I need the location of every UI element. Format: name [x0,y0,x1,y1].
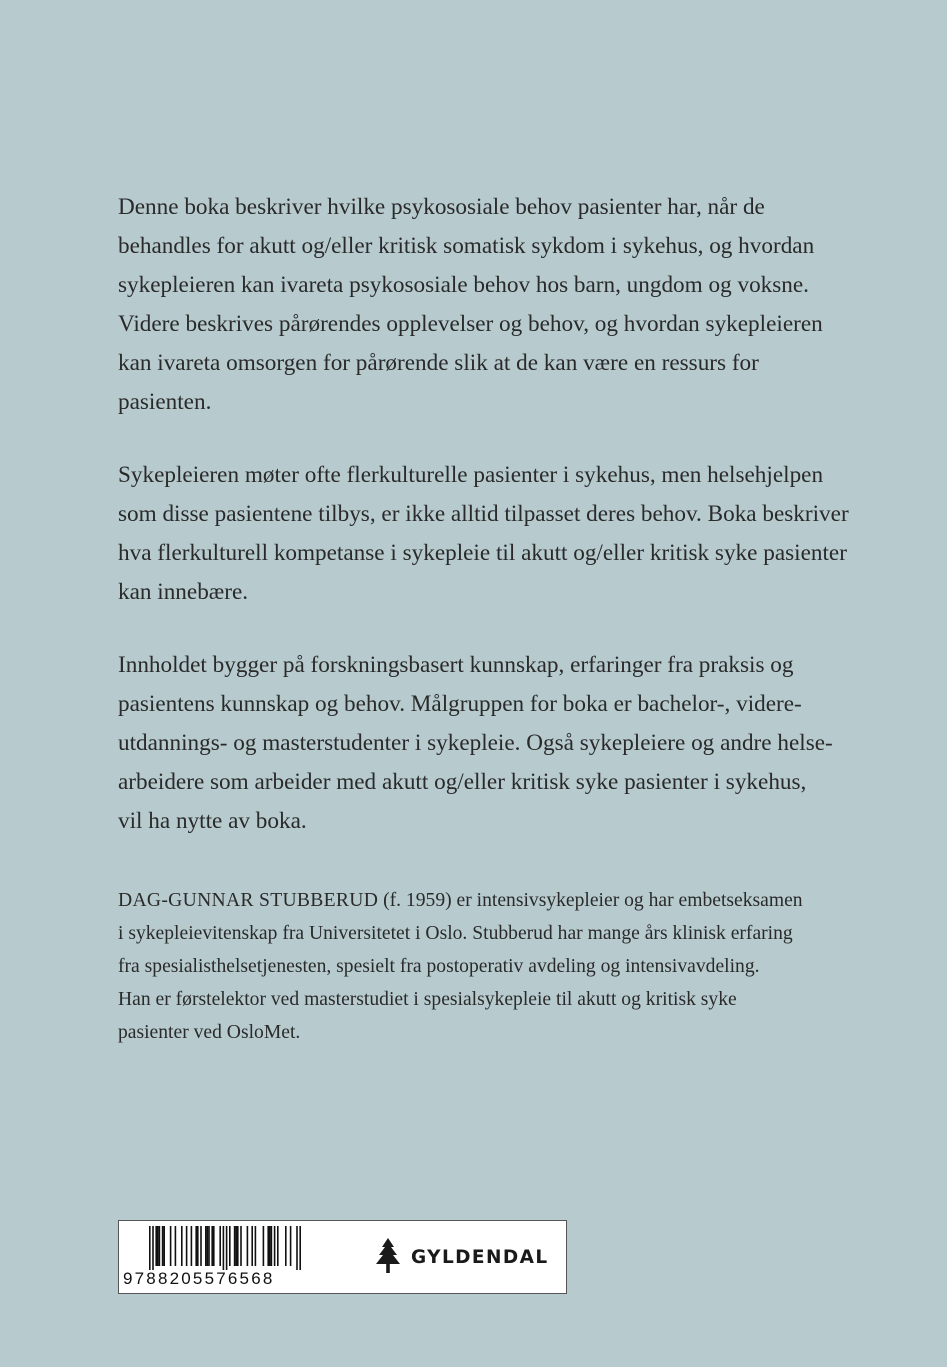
barcode-bar [155,1226,157,1266]
barcode-bar [200,1226,202,1266]
barcode-bar [170,1226,172,1266]
author-bio-line: fra spesialisthelsetjenesten, spesielt fra postoperativ avdeling og intensivavdeling. [118,956,760,977]
barcode-bar [290,1226,292,1266]
barcode-bar [207,1226,209,1266]
barcode-bar [175,1226,177,1266]
isbn-number: 9788205576568 [123,1269,275,1288]
barcode-bar [271,1226,273,1266]
barcode-bar [197,1226,199,1266]
publisher-logo [373,1237,549,1277]
blurb-line: kan innebære. [118,579,249,605]
blurb-paragraph-3 [118,646,858,841]
barcode-bar [234,1226,236,1266]
blurb-line: behandles for akutt og/eller kritisk somatisk sykdom i sykehus, og hvordan [118,233,815,259]
blurb-line: Innholdet bygger på forskningsbasert kunnskap, erfaringer fra praksis og [118,652,794,678]
blurb-line: pasienten. [118,389,212,415]
barcode-bar [191,1226,193,1266]
barcode-bar [205,1226,207,1266]
barcode-bar [149,1226,151,1270]
barcode-bar [162,1226,164,1266]
barcode-bar [211,1226,213,1266]
barcode-bar [263,1226,265,1266]
blurb-line: som disse pasientene tilbys, er ikke alltid tilpasset deres behov. Boka beskriver [118,501,849,527]
blurb-paragraph-1 [118,188,858,422]
blurb-line: arbeidere som arbeider med akutt og/eller kritisk syke pasienter i sykehus, [118,769,807,795]
barcode-bar [229,1226,231,1266]
blurb-line: sykepleieren kan ivareta psykososiale behov hos barn, ungdom og voksne. [118,272,809,298]
barcode-bars [149,1226,329,1270]
author-bio-text: (f. 1959) er intensivsykepleier og har embetseksamen [378,890,803,911]
tree-icon [373,1237,403,1277]
author-bio-line: pasienter ved OsloMet. [118,1022,301,1043]
blurb-line: utdannings- og masterstudenter i sykepleie. Også sykepleiere og andre helse- [118,730,833,756]
barcode-bar [235,1226,237,1266]
back-cover-blurb [118,188,858,875]
barcode-bar [240,1226,242,1266]
barcode-bar [226,1226,228,1270]
barcode-bar [159,1226,161,1266]
barcode-bar [195,1226,197,1266]
author-bio [118,884,838,1049]
barcode-bar [255,1226,257,1266]
barcode-bar [237,1226,239,1266]
barcode-bar [223,1226,225,1270]
barcode-bar [163,1226,165,1266]
author-name: DAG-GUNNAR STUBBERUD [118,890,379,911]
isbn-barcode-box [118,1220,567,1294]
barcode-bar [251,1226,253,1266]
publisher-name: GYLDENDAL [411,1246,549,1268]
barcode-bar [274,1226,276,1266]
blurb-paragraph-2 [118,456,858,612]
barcode-bar [267,1226,269,1266]
blurb-line: vil ha nytte av boka. [118,808,307,834]
blurb-line: pasientens kunnskap og behov. Målgruppen for boka er bachelor-, videre- [118,691,802,717]
barcode-bar [277,1226,279,1266]
barcode-bar [213,1226,215,1266]
barcode-bar [299,1226,301,1270]
blurb-line: Sykepleieren møter ofte flerkulturelle pasienter i sykehus, men helsehjelpen [118,462,824,488]
barcode-bar [186,1226,188,1266]
author-bio-line: Han er førstelektor ved masterstudiet i spesialsykepleie til akutt og kritisk syke [118,989,737,1010]
blurb-line: kan ivareta omsorgen for pårørende slik at de kan være en ressurs for [118,350,759,376]
barcode-bar [285,1226,287,1266]
blurb-line: Denne boka beskriver hvilke psykososiale behov pasienter har, når de [118,194,765,220]
barcode-bar [181,1226,183,1266]
barcode-bar [219,1226,221,1266]
barcode-bar [152,1226,154,1270]
author-bio-line: i sykepleievitenskap fra Universitetet i Oslo. Stubberud har mange års klinisk erfaring [118,923,793,944]
barcode-bar [247,1226,249,1266]
barcode-bar [208,1226,210,1266]
author-bio-line [118,884,838,917]
barcode-bar [157,1226,159,1266]
blurb-line: Videre beskrives pårørendes opplevelser og behov, og hvordan sykepleieren [118,311,823,337]
blurb-line: hva flerkulturell kompetanse i sykepleie til akutt og/eller kritisk syke pasienter [118,540,847,566]
barcode-bar [296,1226,298,1270]
barcode-bar [269,1226,271,1266]
